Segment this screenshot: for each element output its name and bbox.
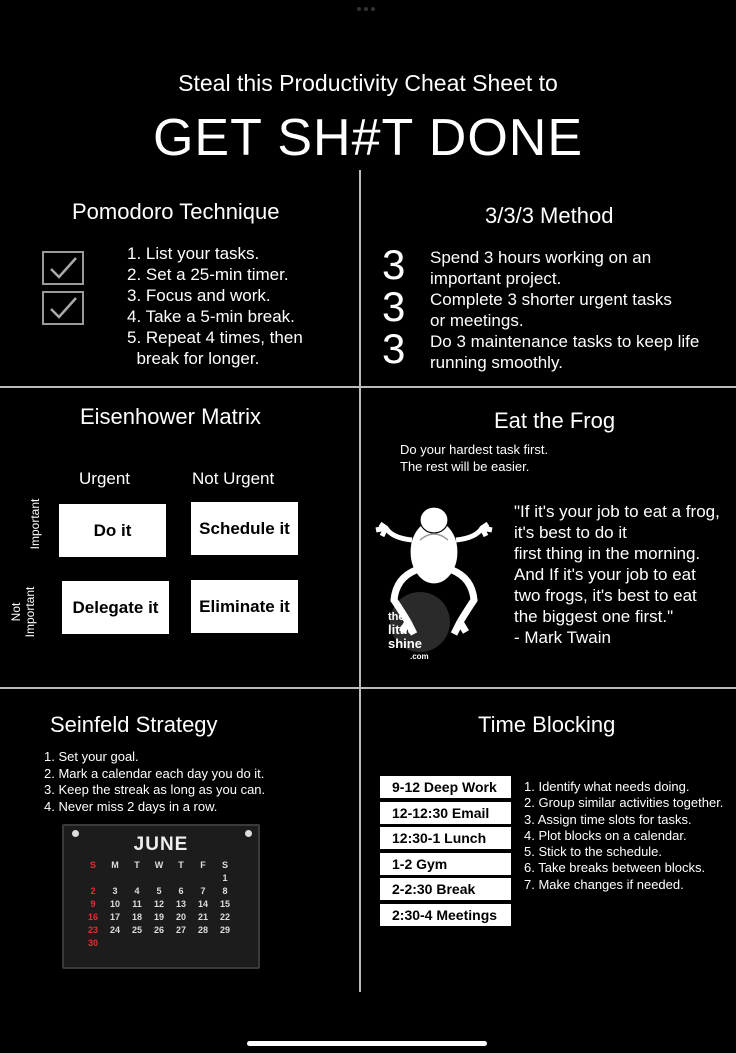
- col-urgent: Urgent: [79, 469, 131, 488]
- top-handle: [357, 7, 375, 11]
- calendar-weekday: M: [111, 860, 119, 870]
- calendar-day: 17: [109, 912, 120, 922]
- calendar-day: 4: [134, 886, 140, 896]
- calendar-day: 18: [131, 912, 142, 922]
- calendar-day: 23: [87, 925, 98, 935]
- calendar-day: 20: [175, 912, 186, 922]
- logo-line: the: [388, 611, 405, 623]
- calendar-weekday: W: [154, 860, 164, 870]
- calendar-weekday: T: [178, 860, 184, 870]
- calendar-day: 9: [90, 899, 96, 909]
- calendar-day: 28: [197, 925, 208, 935]
- calendar-day: 8: [222, 886, 228, 896]
- quote-line: it's best to do it: [514, 523, 627, 542]
- checkbox-checked-icon: [42, 251, 84, 285]
- calendar-weekday: S: [221, 860, 228, 870]
- text-line: Complete 3 shorter urgent tasks: [430, 290, 672, 309]
- calendar-day: 26: [153, 925, 164, 935]
- frog-intro: [400, 441, 548, 475]
- divider-1: [0, 386, 736, 388]
- numeral-3: 3: [382, 283, 406, 330]
- calendar-day: 16: [87, 912, 98, 922]
- method333-title: 3/3/3 Method: [485, 203, 614, 228]
- vertical-divider: [359, 170, 361, 992]
- list-item: 3. Focus and work.: [127, 286, 271, 305]
- list-item: 2. Mark a calendar each day you do it.: [44, 765, 265, 781]
- list-item: 4. Plot blocks on a calendar.: [524, 827, 687, 843]
- calendar-day: [148, 873, 170, 883]
- logo-line: shine: [388, 636, 422, 651]
- col-not-urgent: Not Urgent: [192, 469, 275, 488]
- quote-line: first thing in the morning.: [514, 544, 701, 563]
- list-item: 3. Keep the streak as long as you can.: [44, 782, 266, 797]
- calendar-weekday: T: [134, 860, 140, 870]
- time-block: 2:30-4 Meetings: [380, 904, 511, 926]
- calendar-day: 5: [156, 886, 162, 896]
- text-line: The rest will be easier.: [400, 459, 530, 474]
- checkbox-checked-icon: [42, 291, 84, 325]
- calendar-day: [192, 938, 214, 948]
- text-line: or meetings.: [430, 311, 524, 330]
- list-item: 2. Group similar activities together.: [524, 795, 724, 811]
- list-item: 6. Take breaks between blocks.: [524, 860, 706, 876]
- calendar-day: 13: [175, 899, 186, 909]
- seinfeld-title: Seinfeld Strategy: [50, 712, 218, 737]
- cell-do-it: Do it: [59, 504, 166, 557]
- calendar-day: [170, 938, 192, 948]
- timeblocking-title: Time Blocking: [478, 712, 616, 737]
- calendar-grid: [82, 860, 236, 948]
- calendar-day: 21: [197, 912, 208, 922]
- numeral-3: 3: [382, 325, 406, 372]
- list-item: 2. Set a 25-min timer.: [127, 265, 289, 284]
- calendar-day: 11: [132, 899, 142, 909]
- calendar-day: 22: [219, 912, 230, 922]
- row-not-important: [9, 579, 37, 645]
- calendar-day: 7: [200, 886, 206, 896]
- time-block: 2-2:30 Break: [380, 878, 511, 900]
- cell-delegate-it: Delegate it: [62, 581, 169, 634]
- cell-eliminate-it: Eliminate it: [191, 580, 298, 633]
- calendar-day: 3: [112, 886, 118, 896]
- calendar-day: 1: [222, 873, 228, 883]
- calendar-day: [148, 938, 170, 948]
- calendar-day: [104, 873, 126, 883]
- list-item: 5. Repeat 4 times, then: [127, 328, 303, 347]
- subtitle: Steal this Productivity Cheat Sheet to: [178, 70, 558, 96]
- row-label-line: Not: [9, 602, 23, 622]
- list-item: 4. Take a 5-min break.: [127, 307, 295, 326]
- calendar-day: [170, 873, 192, 883]
- logo-line: little: [388, 622, 415, 637]
- method333-text: [430, 247, 699, 373]
- list-item: 3. Assign time slots for tasks.: [524, 811, 692, 827]
- list-item: 4. Never miss 2 days in a row.: [44, 798, 218, 814]
- row-important: Important: [28, 498, 42, 550]
- row-label-line: Important: [23, 586, 37, 638]
- time-block: 9-12 Deep Work: [380, 776, 511, 798]
- calendar-day: [126, 873, 148, 883]
- list-item: break for longer.: [127, 349, 260, 368]
- text-line: Spend 3 hours working on an: [430, 248, 652, 267]
- text-line: running smoothly.: [430, 353, 563, 372]
- text-line: Do 3 maintenance tasks to keep life: [430, 332, 700, 351]
- calendar-weekday: S: [89, 860, 96, 870]
- calendar-day: 15: [219, 899, 230, 909]
- frog-quote: [514, 501, 720, 648]
- calendar-day: [82, 873, 104, 883]
- quote-line: - Mark Twain: [514, 628, 611, 647]
- list-item: 7. Make changes if needed.: [524, 876, 684, 892]
- pomodoro-steps: [127, 243, 303, 369]
- calendar-day: 12: [153, 899, 164, 909]
- frog-title: Eat the Frog: [494, 408, 616, 433]
- calendar-day: 27: [175, 925, 186, 935]
- quote-line: "If it's your job to eat a frog,: [514, 502, 720, 521]
- little-shine-logo: [388, 612, 429, 662]
- list-item: 5. Stick to the schedule.: [524, 844, 663, 860]
- calendar-day: 14: [197, 899, 208, 909]
- text-line: important project.: [430, 269, 562, 288]
- quote-line: two frogs, it's best to eat: [514, 586, 697, 605]
- calendar-day: 2: [90, 886, 96, 896]
- timeblocking-steps: [524, 779, 723, 893]
- numeral-3: 3: [382, 241, 406, 288]
- list-item: 1. List your tasks.: [127, 244, 260, 263]
- calendar-month: JUNE: [133, 834, 189, 855]
- logo-line: .com: [410, 652, 429, 661]
- calendar-day: 24: [109, 925, 120, 935]
- calendar-day: [104, 938, 126, 948]
- calendar-day: 29: [219, 925, 230, 935]
- eisenhower-title: Eisenhower Matrix: [80, 404, 261, 429]
- quote-line: the biggest one first.": [514, 607, 674, 626]
- home-indicator[interactable]: [247, 1041, 487, 1046]
- headline: GET SH#T DONE: [152, 109, 584, 167]
- divider-2: [0, 687, 736, 689]
- calendar-day: 30: [87, 938, 98, 948]
- calendar-day: 19: [153, 912, 164, 922]
- calendar-weekday: F: [200, 860, 206, 870]
- time-block: 12-12:30 Email: [380, 802, 511, 824]
- text-line: Do your hardest task first.: [400, 442, 549, 457]
- calendar-day: 6: [178, 886, 184, 896]
- calendar-day: 10: [109, 899, 120, 909]
- pomodoro-title: Pomodoro Technique: [72, 199, 280, 224]
- calendar-day: 25: [131, 925, 142, 935]
- calendar-day: [214, 938, 236, 948]
- time-block: 1-2 Gym: [380, 853, 511, 875]
- time-blocks: [380, 776, 511, 926]
- calendar-day: [192, 873, 214, 883]
- quote-line: And If it's your job to eat: [514, 565, 696, 584]
- calendar-day: [126, 938, 148, 948]
- list-item: 1. Set your goal.: [44, 749, 139, 764]
- calendar: [62, 824, 260, 969]
- time-block: 12:30-1 Lunch: [380, 827, 511, 849]
- cell-schedule-it: Schedule it: [191, 502, 298, 555]
- seinfeld-steps: [44, 749, 265, 815]
- list-item: 1. Identify what needs doing.: [524, 779, 690, 794]
